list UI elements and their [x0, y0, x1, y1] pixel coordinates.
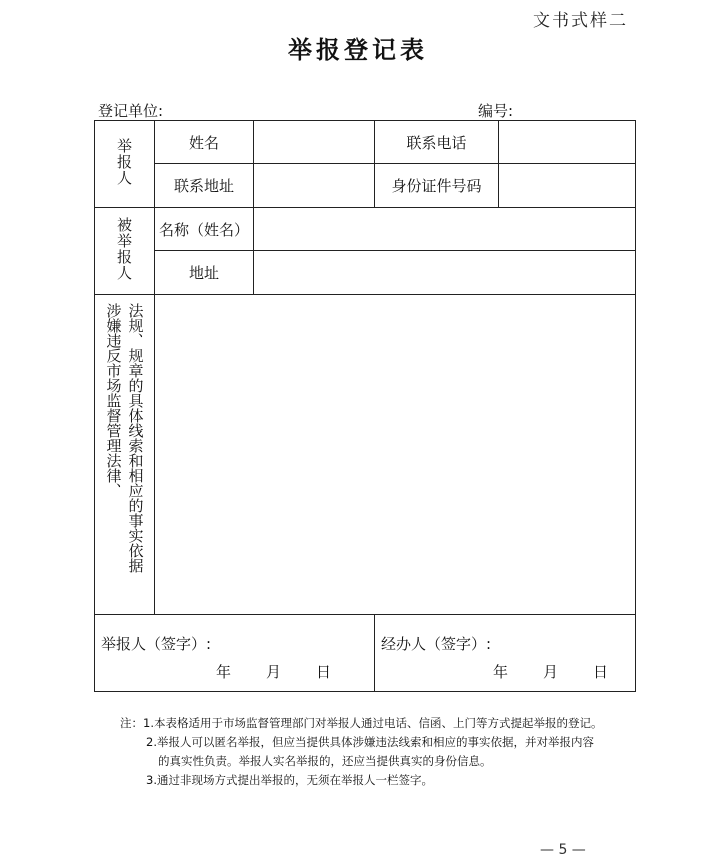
document-sample-label: 文书式样二: [533, 11, 628, 31]
reporter-signature-cell[interactable]: [95, 615, 375, 692]
reporter-id-label: 身份证件号码: [375, 164, 499, 208]
reporter-signature-label: 举报人（签字）:: [101, 635, 212, 653]
reporter-phone-label: 联系电话: [375, 121, 499, 164]
clues-label-line-1: 法规、规章的具体线索和相应的事实依据: [126, 303, 145, 573]
reported-group-label: 被举报人: [95, 208, 155, 295]
page-number: — 5 —: [540, 842, 586, 858]
notes-section: [120, 714, 602, 790]
reporter-id-field[interactable]: [499, 164, 636, 208]
reporter-row-2: [95, 164, 636, 208]
reported-row-1: [95, 208, 636, 251]
reporter-address-field[interactable]: [254, 164, 375, 208]
reporter-name-label: 姓名: [155, 121, 254, 164]
signature-row: [95, 615, 636, 692]
registration-unit-label: 登记单位:: [98, 102, 164, 120]
reported-address-field[interactable]: [254, 251, 636, 295]
reporter-year-label: 年: [216, 663, 232, 681]
form-title: 举报登记表: [288, 36, 428, 64]
handler-year-label: 年: [493, 663, 509, 681]
note-line-4: 3.通过非现场方式提出举报的，无须在举报人一栏签字。: [146, 773, 433, 787]
reporter-day-label: 日: [316, 663, 332, 681]
reported-name-field[interactable]: [254, 208, 636, 251]
reporter-row-1: [95, 121, 636, 164]
handler-day-label: 日: [593, 663, 609, 681]
clues-field[interactable]: [155, 295, 636, 615]
reported-name-label: 名称（姓名）: [155, 208, 254, 251]
handler-month-label: 月: [543, 663, 559, 681]
handler-sign-date: [493, 661, 623, 682]
reported-address-label: 地址: [155, 251, 254, 295]
handler-signature-label: 经办人（签字）:: [381, 635, 492, 653]
handler-signature-cell[interactable]: [375, 615, 636, 692]
clues-row: [95, 295, 636, 615]
reported-row-2: [95, 251, 636, 295]
serial-number-label: 编号:: [478, 102, 514, 120]
note-line-2: 2.举报人可以匿名举报，但应当提供具体涉嫌违法线索和相应的事实依据，并对举报内容: [146, 735, 594, 749]
reporter-group-label: 举报人: [95, 121, 155, 208]
reporter-month-label: 月: [266, 663, 282, 681]
clues-label: [95, 295, 155, 615]
reporter-address-label: 联系地址: [155, 164, 254, 208]
clues-label-line-2: 涉嫌违反市场监督管理法律、: [104, 303, 123, 498]
reporter-name-field[interactable]: [254, 121, 375, 164]
reporter-phone-field[interactable]: [499, 121, 636, 164]
note-line-1: 注：1.本表格适用于市场监督管理部门对举报人通过电话、信函、上门等方式提起举报的登记。: [120, 716, 603, 730]
note-line-3: 的真实性负责。举报人实名举报的，还应当提供真实的身份信息。: [158, 754, 492, 768]
reporter-sign-date: [216, 661, 346, 682]
report-registration-table: [94, 120, 636, 692]
